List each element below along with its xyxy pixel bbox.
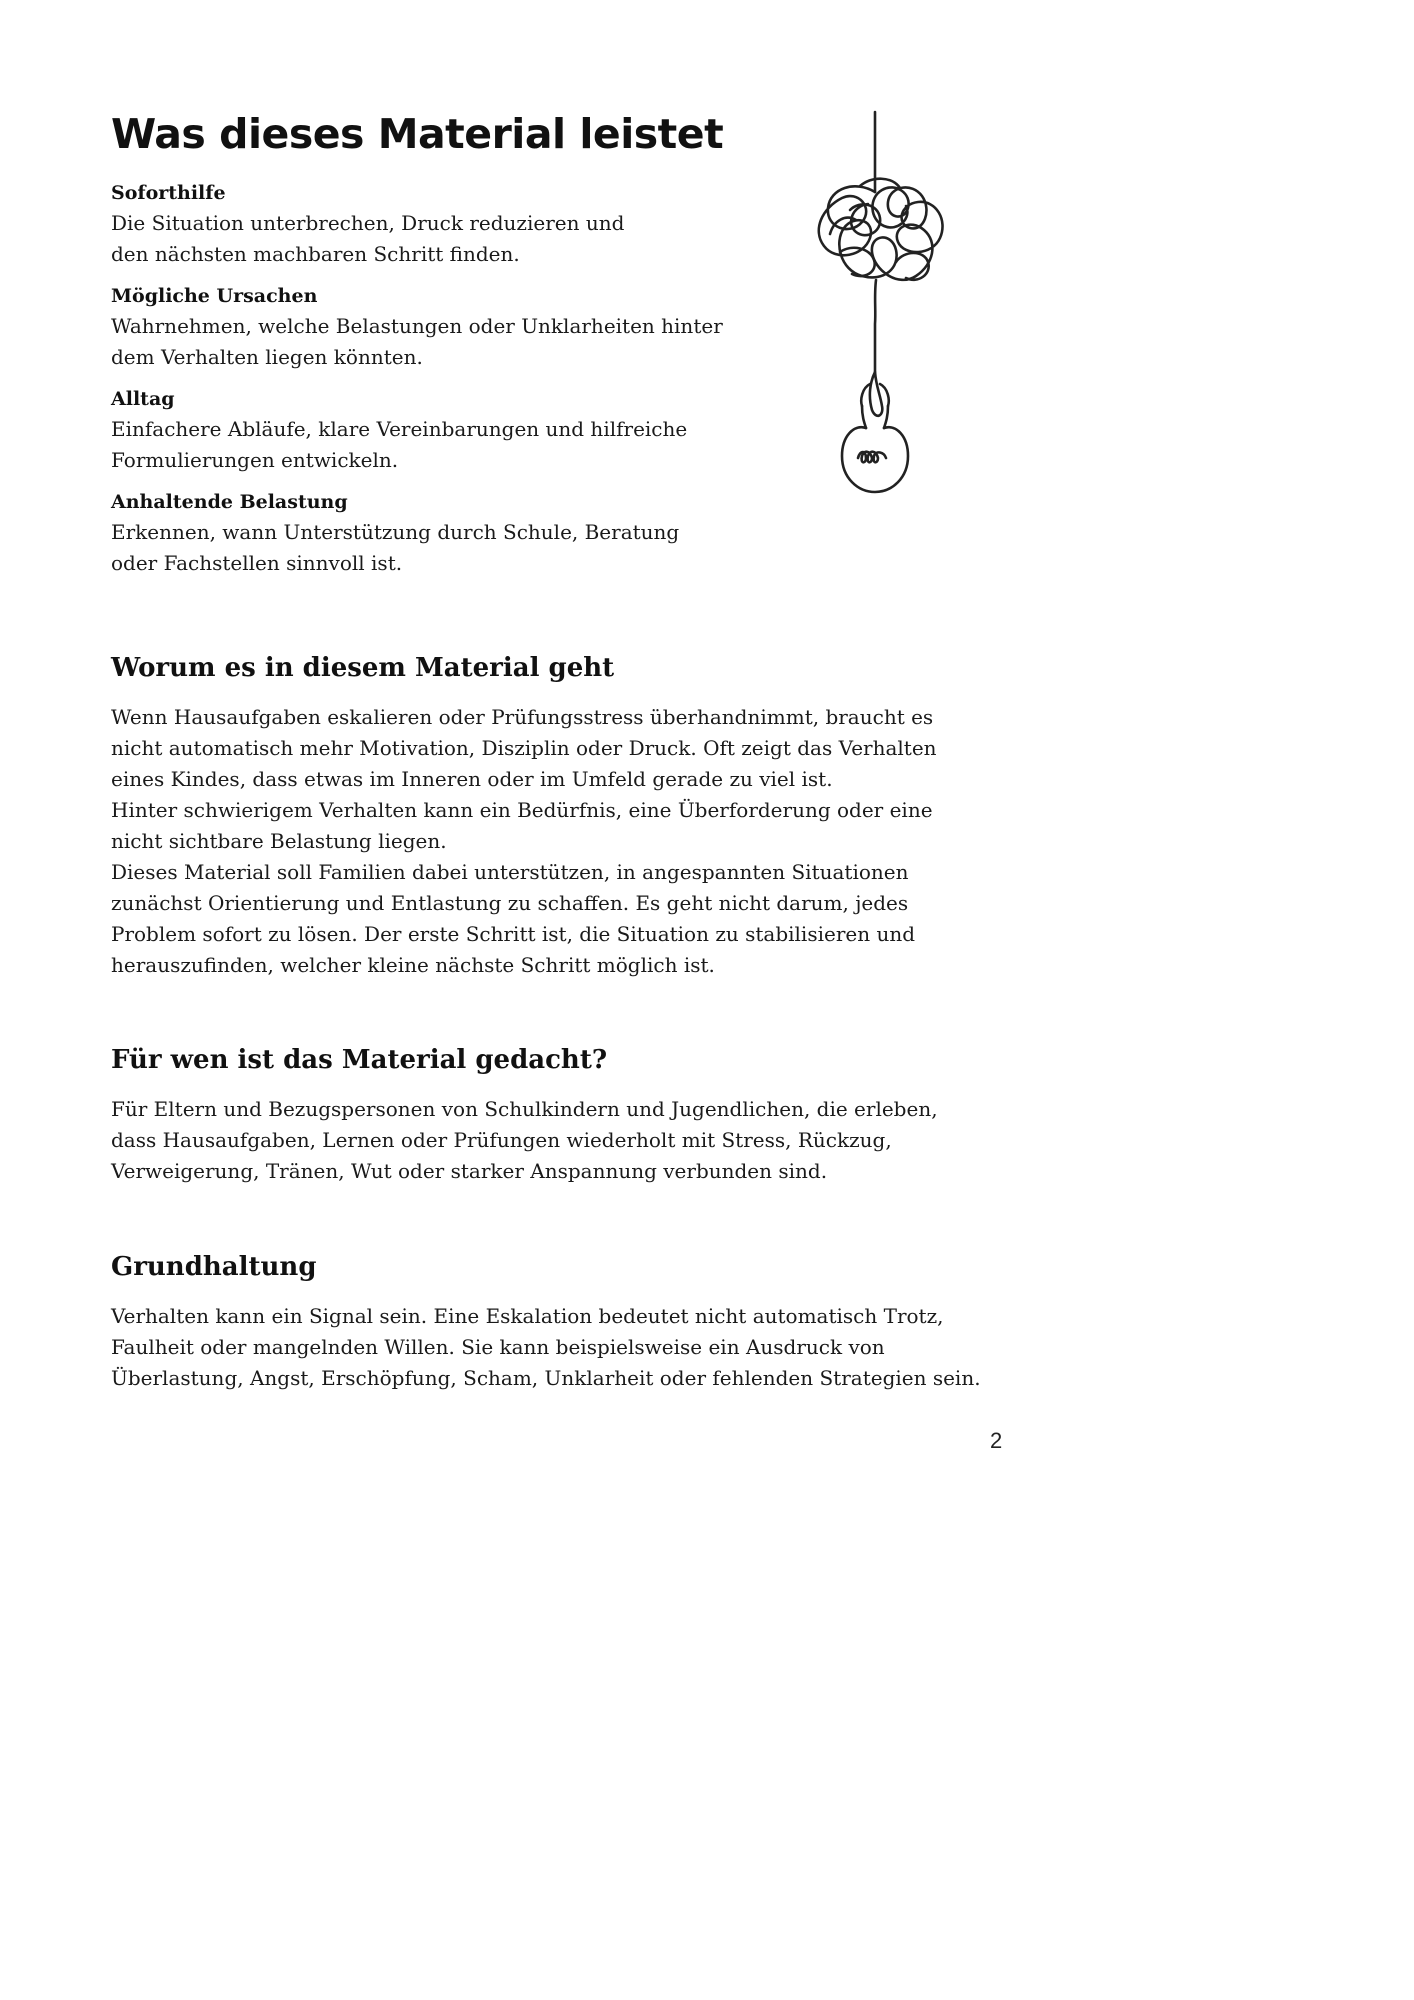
- section-fuer-wen: [111, 1042, 1011, 1187]
- feature-text-line: Formulierungen entwickeln.: [111, 448, 399, 472]
- feature-text-line: Wahrnehmen, welche Belastungen oder Unklarheiten hinter: [111, 314, 723, 338]
- feature-title: Alltag: [111, 388, 175, 410]
- paragraph-line: nicht sichtbare Belastung liegen.: [111, 829, 447, 853]
- section-heading: Worum es in diesem Material geht: [111, 653, 615, 683]
- feature-text-line: Erkennen, wann Unterstützung durch Schule, Beratung: [111, 520, 680, 544]
- page-title: Was dieses Material leistet: [111, 110, 724, 158]
- paragraph-line: dass Hausaufgaben, Lernen oder Prüfungen wiederholt mit Stress, Rückzug,: [111, 1128, 892, 1152]
- paragraph-line: zunächst Orientierung und Entlastung zu schaffen. Es geht nicht darum, jedes: [111, 891, 909, 915]
- feature-item: [111, 385, 751, 476]
- feature-title: Anhaltende Belastung: [111, 491, 348, 513]
- feature-title: Soforthilfe: [111, 182, 226, 204]
- tangled-thread-lightbulb-icon: [800, 110, 950, 500]
- paragraph-line: Verweigerung, Tränen, Wut oder starker Anspannung verbunden sind.: [111, 1159, 828, 1183]
- feature-list: [111, 179, 751, 591]
- feature-text-line: dem Verhalten liegen könnten.: [111, 345, 423, 369]
- feature-item: [111, 282, 751, 373]
- section-worum: [111, 650, 1011, 981]
- page-number: 2: [990, 1428, 1003, 1453]
- feature-item: [111, 488, 751, 579]
- section-heading: Für wen ist das Material gedacht?: [111, 1045, 608, 1075]
- feature-text-line: oder Fachstellen sinnvoll ist.: [111, 551, 403, 575]
- paragraph-line: Für Eltern und Bezugspersonen von Schulkindern und Jugendlichen, die erleben,: [111, 1097, 938, 1121]
- feature-text-line: Die Situation unterbrechen, Druck reduzieren und: [111, 211, 625, 235]
- section-heading: Grundhaltung: [111, 1252, 317, 1282]
- paragraph-line: herauszufinden, welcher kleine nächste Schritt möglich ist.: [111, 953, 715, 977]
- paragraph-line: Wenn Hausaufgaben eskalieren oder Prüfungsstress überhandnimmt, braucht es: [111, 705, 934, 729]
- paragraph-line: Überlastung, Angst, Erschöpfung, Scham, Unklarheit oder fehlenden Strategien sein.: [111, 1366, 981, 1390]
- feature-text-line: den nächsten machbaren Schritt finden.: [111, 242, 520, 266]
- paragraph-line: eines Kindes, dass etwas im Inneren oder im Umfeld gerade zu viel ist.: [111, 767, 833, 791]
- paragraph-line: nicht automatisch mehr Motivation, Disziplin oder Druck. Oft zeigt das Verhalten: [111, 736, 937, 760]
- paragraph-line: Problem sofort zu lösen. Der erste Schritt ist, die Situation zu stabilisieren und: [111, 922, 916, 946]
- section-grundhaltung: [111, 1249, 1011, 1394]
- feature-text-line: Einfachere Abläufe, klare Vereinbarungen und hilfreiche: [111, 417, 688, 441]
- paragraph-line: Verhalten kann ein Signal sein. Eine Eskalation bedeutet nicht automatisch Trotz,: [111, 1304, 944, 1328]
- feature-item: [111, 179, 751, 270]
- paragraph-line: Faulheit oder mangelnden Willen. Sie kann beispielsweise ein Ausdruck von: [111, 1335, 885, 1359]
- paragraph-line: Dieses Material soll Familien dabei unterstützen, in angespannten Situationen: [111, 860, 909, 884]
- feature-title: Mögliche Ursachen: [111, 285, 318, 307]
- paragraph-line: Hinter schwierigem Verhalten kann ein Bedürfnis, eine Überforderung oder eine: [111, 798, 933, 822]
